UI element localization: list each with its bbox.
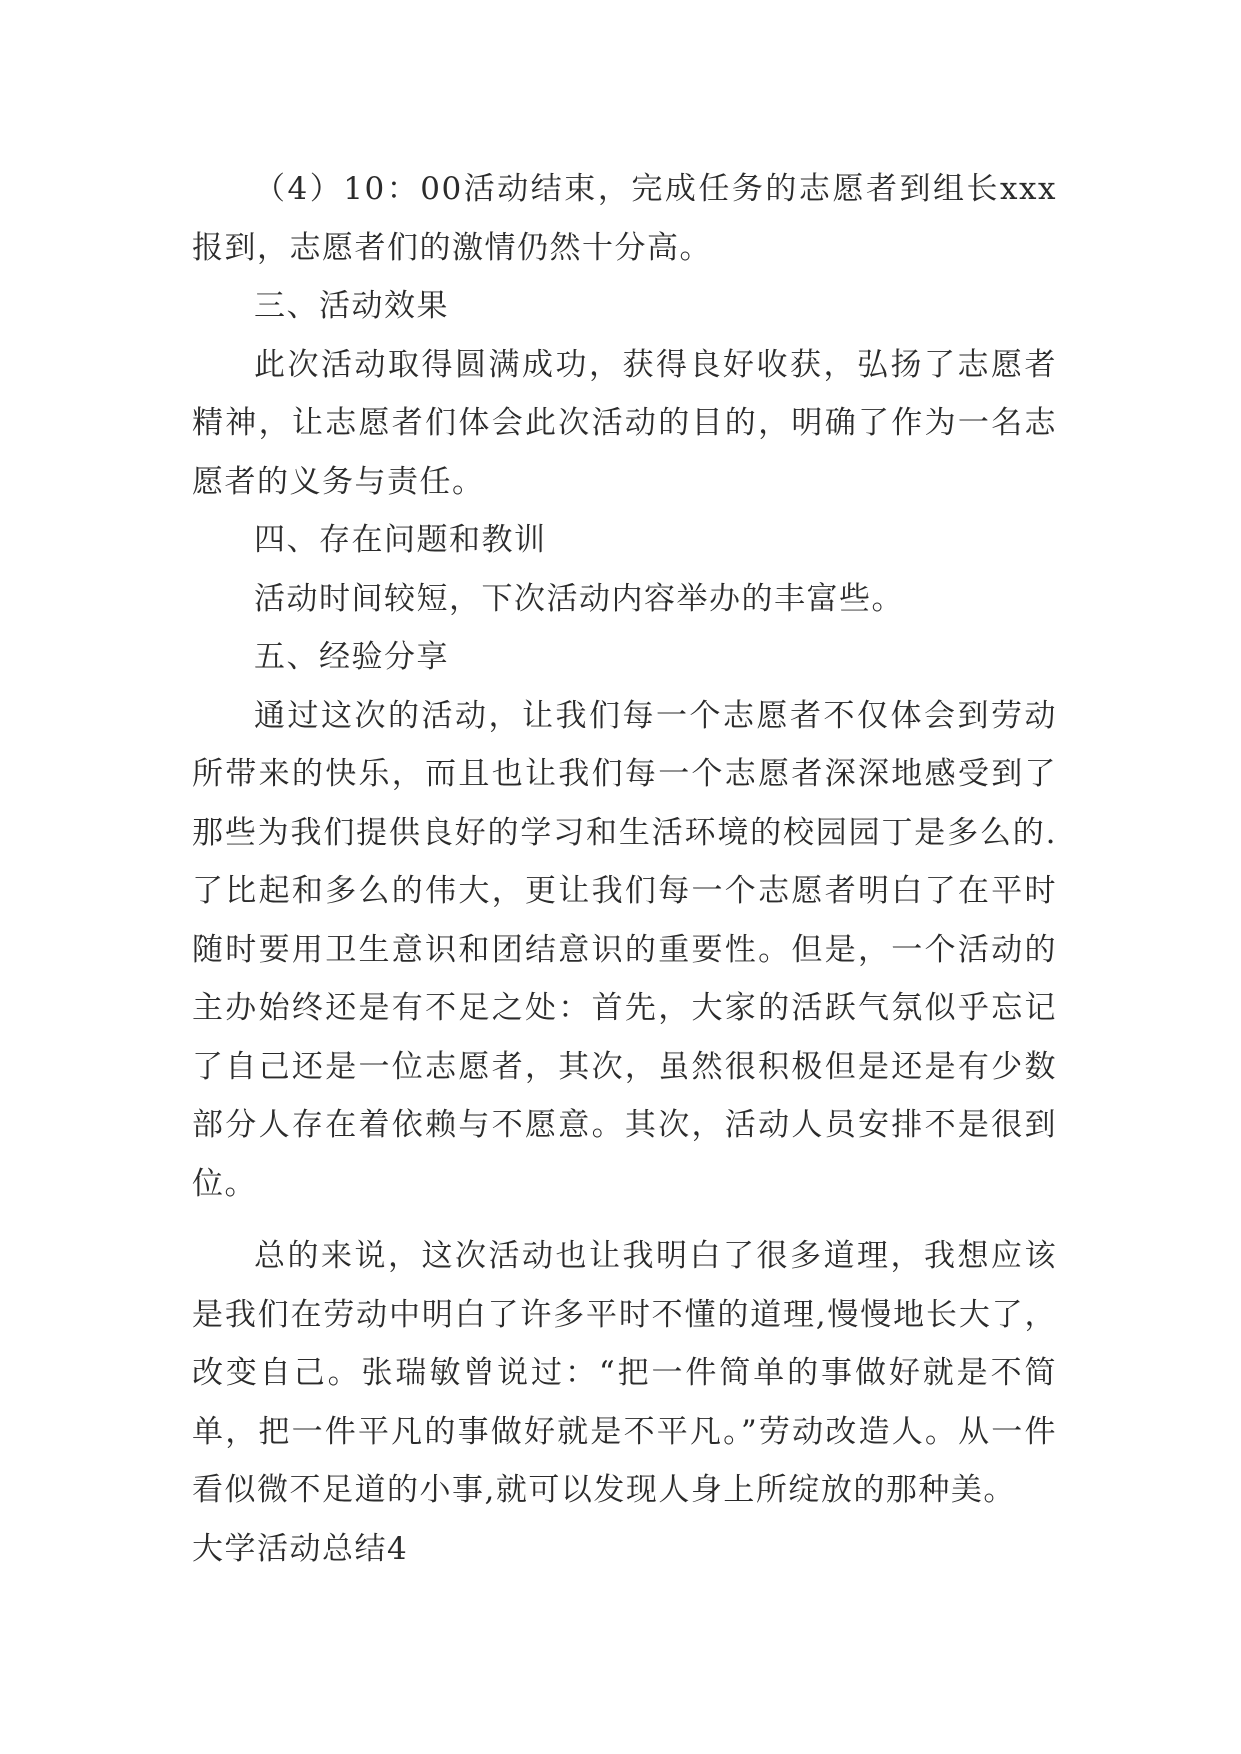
document-page [192,160,1057,1578]
paragraph-summary: 总的来说，这次活动也让我明白了很多道理，我想应该是我们在劳动中明白了许多平时不懂的道理,慢慢地长大了，改变自己。张瑞敏曾说过：“把一件简单的事做好就是不简单，把一件平凡的事做好就是不平凡。”劳动改造人。从一件看似微不足道的小事,就可以发现人身上所绽放的那种美。 [192,1238,1057,1508]
paragraph-activity-effect: 此次活动取得圆满成功，获得良好收获，弘扬了志愿者精神，让志愿者们体会此次活动的目的，明确了作为一名志愿者的义务与责任。 [192,346,1057,500]
heading-activity-effect: 三、活动效果 [254,288,449,324]
paragraph-activity-end: （4）10：00活动结束，完成任务的志愿者到组长xxx报到，志愿者们的激情仍然十分高。 [192,171,1057,266]
heading-experience-sharing: 五、经验分享 [254,639,449,675]
paragraph-experience-sharing: 通过这次的活动，让我们每一个志愿者不仅体会到劳动所带来的快乐，而且也让我们每一个志愿者深深地感受到了那些为我们提供良好的学习和生活环境的校园园丁是多么的.了比起和多么的伟大，更让我们每一个志愿者明白了在平时随时要用卫生意识和团结意识的重要性。但是，一个活动的主办始终还是有不足之处：首先，大家的活跃气氛似乎忘记了自己还是一位志愿者，其次，虽然很积极但是还是有少数部分人存在着依赖与不愿意。其次，活动人员安排不是很到位。 [192,697,1057,1202]
heading-problems-lessons: 四、存在问题和教训 [254,522,547,558]
paragraph-problems-lessons: 活动时间较短，下次活动内容举办的丰富些。 [254,580,904,617]
section-title: 大学活动总结4 [192,1530,409,1567]
